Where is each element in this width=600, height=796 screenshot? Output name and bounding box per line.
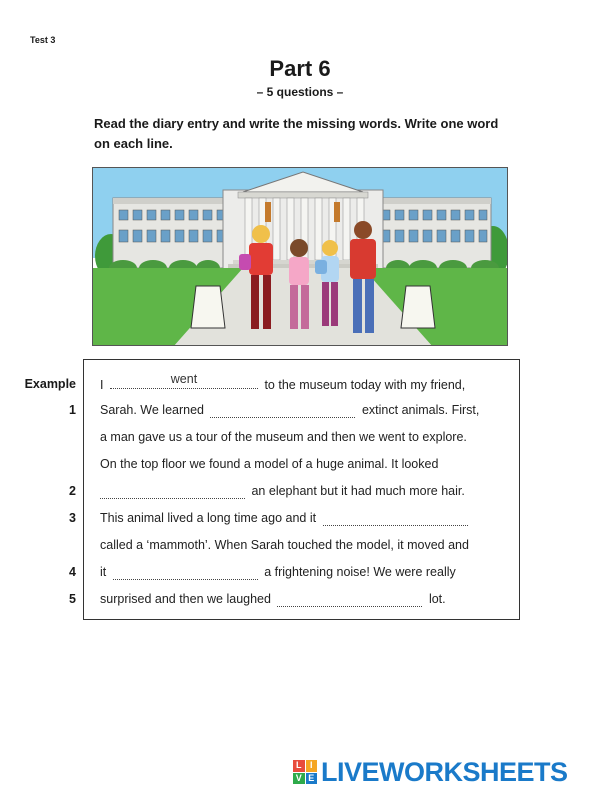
example-answer: went	[170, 372, 198, 386]
question-number-4: 4	[69, 565, 76, 579]
line-text-after: a frightening noise! We were really	[264, 565, 456, 579]
line-text-after: lot.	[428, 592, 446, 606]
instructions: Read the diary entry and write the missing words. Write one word on each line.	[94, 116, 499, 151]
entry-line-example	[100, 372, 466, 392]
line-text-after: an elephant but it had much more hair.	[251, 484, 465, 498]
question-number-5: 5	[69, 592, 76, 606]
answer-input-4[interactable]	[113, 566, 258, 580]
entry-line-3	[100, 511, 471, 526]
page-title: Part 6	[269, 56, 331, 81]
line-text-before: surprised and then we laughed	[100, 592, 271, 606]
entry-line-5	[100, 592, 446, 607]
logo-mark-icon: L I V E	[293, 760, 317, 784]
line-text-after: extinct animals. First,	[361, 403, 480, 417]
liveworksheets-logo[interactable]	[293, 756, 568, 787]
answer-input-5[interactable]	[277, 593, 422, 607]
entry-line-1	[100, 403, 479, 418]
example-label: Example	[24, 377, 76, 391]
page-subtitle: – 5 questions –	[256, 85, 344, 99]
entry-line-text: called a ‘mammoth’. When Sarah touched the model, it moved and	[100, 538, 469, 552]
line-text-before: I	[100, 378, 104, 392]
entry-line-text: On the top floor we found a model of a huge animal. It looked	[100, 457, 439, 471]
museum-scene-icon	[92, 167, 508, 346]
line-text-before: This animal lived a long time ago and it	[100, 511, 317, 525]
question-number-3: 3	[69, 511, 76, 525]
answer-input-3[interactable]	[323, 512, 468, 526]
example-blank	[110, 372, 258, 389]
entry-line-2	[100, 484, 465, 499]
line-text-before: Sarah. We learned	[100, 403, 204, 417]
test-label: Test 3	[30, 35, 56, 45]
line-text-before: it	[100, 565, 107, 579]
entry-line-4	[100, 565, 456, 580]
question-number-1: 1	[69, 403, 76, 417]
entry-line-text: a man gave us a tour of the museum and then we went to explore.	[100, 430, 467, 444]
line-text-after: to the museum today with my friend,	[264, 378, 466, 392]
brand-name: LIVEWORKSHEETS	[321, 756, 568, 787]
answer-input-1[interactable]	[210, 404, 355, 418]
answer-input-2[interactable]	[100, 485, 245, 499]
question-number-2: 2	[69, 484, 76, 498]
